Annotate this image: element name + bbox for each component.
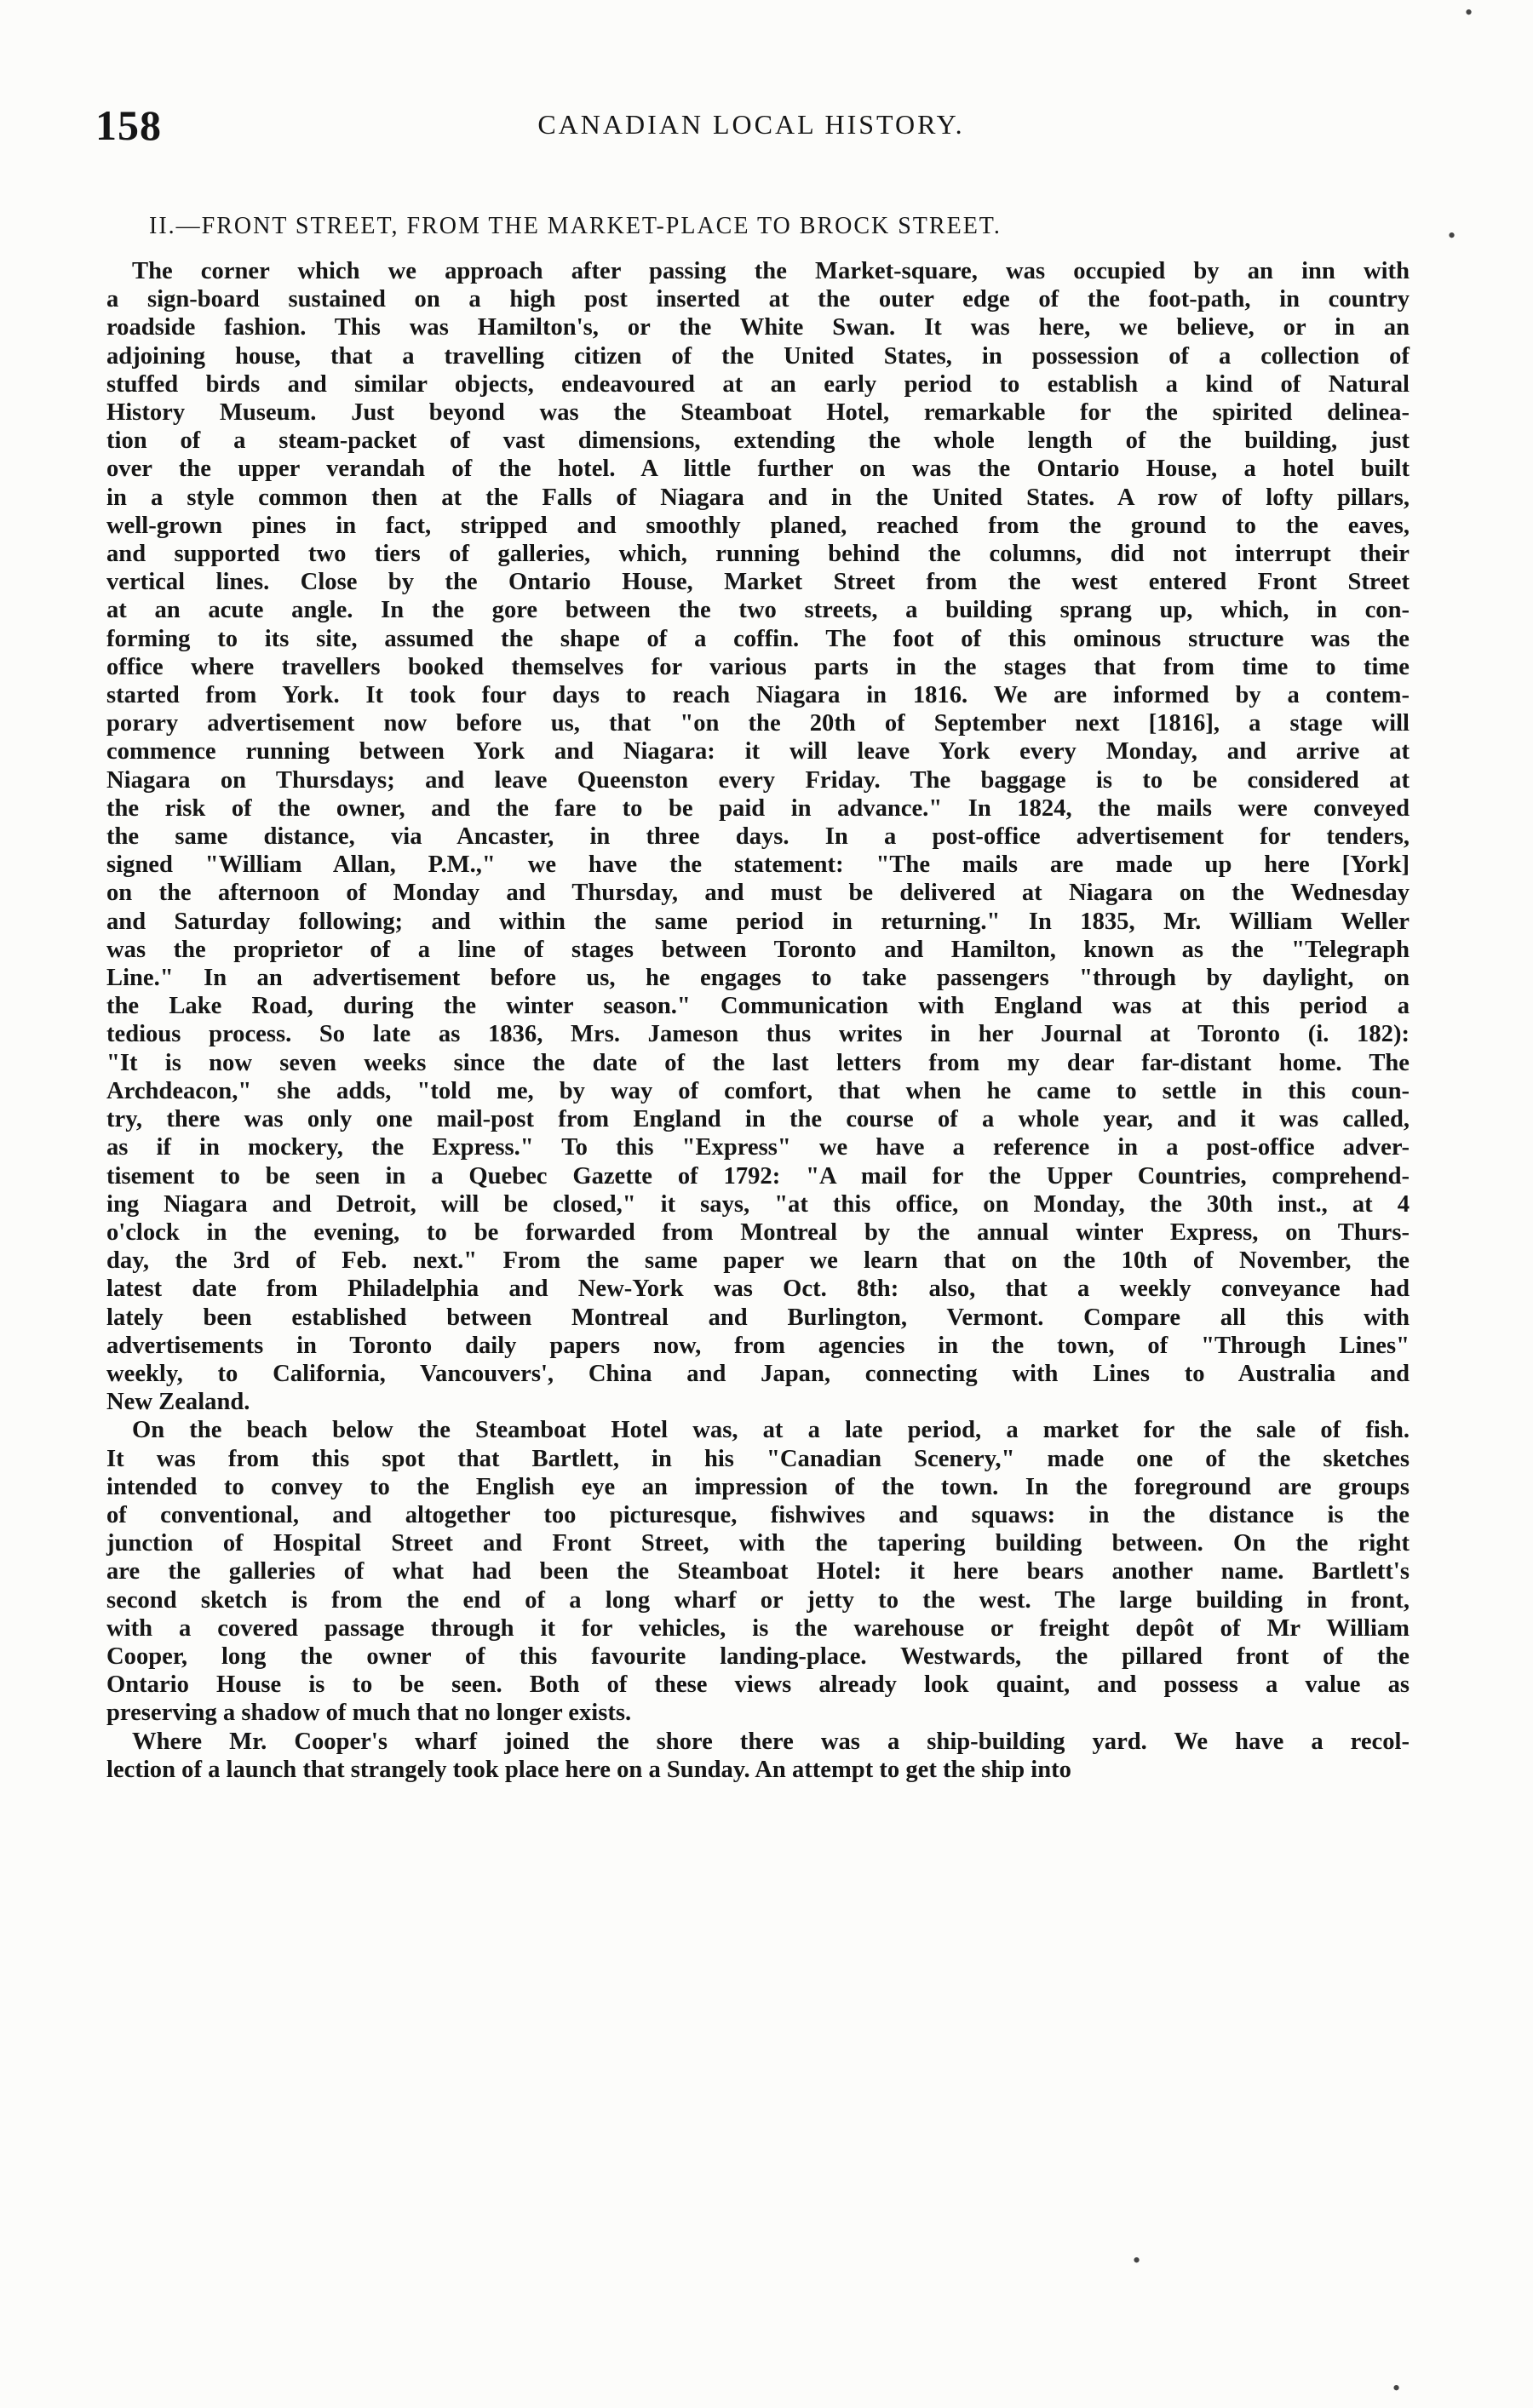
text-line: "It is now seven weeks since the date of the last letters from my dear far-distant home. The bbox=[106, 1049, 1410, 1076]
text-line: tedious process. So late as 1836, Mrs. Jameson thus writes in her Journal at Toronto (i. 182): bbox=[106, 1021, 1410, 1048]
text-line: tisement to be seen in a Quebec Gazette of 1792: "A mail for the Upper Countries, comprehend- bbox=[106, 1162, 1410, 1190]
text-line: junction of Hospital Street and Front Street, with the tapering building between. On the right bbox=[106, 1530, 1410, 1557]
text-line: was the proprietor of a line of stages between Toronto and Hamilton, known as the "Telegraph bbox=[106, 936, 1410, 963]
text-line: adjoining house, that a travelling citizen of the United States, in possession of a collection of bbox=[106, 342, 1410, 370]
text-line: lately been established between Montreal and Burlington, Vermont. Compare all this with bbox=[106, 1304, 1410, 1331]
text-line: signed "William Allan, P.M.," we have the statement: "The mails are made up here [York] bbox=[106, 851, 1410, 879]
running-title: CANADIAN LOCAL HISTORY. bbox=[537, 109, 965, 140]
text-line: Line." In an advertisement before us, he engages to take passengers "through by daylight, on bbox=[106, 965, 1410, 992]
text-line: as if in mockery, the Express." To this "Express" we have a reference in a post-office adver- bbox=[106, 1134, 1410, 1161]
text-line: o'clock in the evening, to be forwarded from Montreal by the annual winter Express, on Thurs- bbox=[106, 1218, 1410, 1246]
text-line: Archdeacon," she adds, "told me, by way of comfort, that when he came to settle in this coun- bbox=[106, 1077, 1410, 1104]
text-line: tion of a steam-packet of vast dimensions, extending the whole length of the building, just bbox=[106, 427, 1410, 455]
text-line: of conventional, and altogether too picturesque, fishwives and squaws: in the distance is the bbox=[106, 1501, 1410, 1528]
text-line: commence running between York and Niagara: it will leave York every Monday, and arrive at bbox=[106, 738, 1410, 765]
text-line: with a covered passage through it for vehicles, is the warehouse or freight depôt of Mr William bbox=[106, 1614, 1410, 1642]
text-line: well-grown pines in fact, stripped and smoothly planed, reached from the ground to the eaves, bbox=[106, 512, 1410, 539]
text-line: on the afternoon of Monday and Thursday, and must be delivered at Niagara on the Wednesday bbox=[106, 880, 1410, 907]
text-line: Where Mr. Cooper's wharf joined the shore there was a ship-building yard. We have a recol- bbox=[132, 1728, 1410, 1755]
text-line: second sketch is from the end of a long wharf or jetty to the west. The large building in front, bbox=[106, 1586, 1410, 1614]
stray-mark: • bbox=[1392, 2376, 1401, 2400]
text-line: are the galleries of what had been the Steamboat Hotel: it here bears another name. Bartlett's bbox=[106, 1558, 1410, 1585]
text-line: and Saturday following; and within the same period in returning." In 1835, Mr. William Weller bbox=[106, 908, 1410, 935]
text-line: and supported two tiers of galleries, which, running behind the columns, did not interrupt their bbox=[106, 541, 1410, 568]
stray-mark: • bbox=[1133, 2248, 1141, 2273]
text-line: office where travellers booked themselves for various parts in the stages that from time to time bbox=[106, 653, 1410, 680]
text-line: forming to its site, assumed the shape of a coffin. The foot of this ominous structure was the bbox=[106, 625, 1410, 652]
text-line: the risk of the owner, and the fare to be paid in advance." In 1824, the mails were conveyed bbox=[106, 794, 1410, 822]
text-line: over the upper verandah of the hotel. A little further on was the Ontario House, a hotel built bbox=[106, 456, 1410, 483]
page-number: 158 bbox=[95, 101, 162, 149]
text-line: lection of a launch that strangely took place here on a Sunday. An attempt to get the ship into bbox=[106, 1756, 1071, 1783]
text-line: the same distance, via Ancaster, in three days. In a post-office advertisement for tenders, bbox=[106, 823, 1410, 851]
text-line: try, there was only one mail-post from England in the course of a whole year, and it was called, bbox=[106, 1106, 1410, 1133]
text-line: roadside fashion. This was Hamilton's, or the White Swan. It was here, we believe, or in an bbox=[106, 314, 1410, 341]
stray-mark: • bbox=[1448, 223, 1456, 248]
text-line: ing Niagara and Detroit, will be closed," it says, "at this office, on Monday, the 30th inst., at 4 bbox=[106, 1190, 1410, 1218]
text-line: started from York. It took four days to reach Niagara in 1816. We are informed by a contem- bbox=[106, 682, 1410, 709]
text-line: porary advertisement now before us, that "on the 20th of September next [1816], a stage will bbox=[106, 710, 1410, 737]
text-line: a sign-board sustained on a high post inserted at the outer edge of the foot-path, in country bbox=[106, 286, 1410, 313]
text-line: advertisements in Toronto daily papers now, from agencies in the town, of "Through Lines" bbox=[106, 1332, 1410, 1359]
page-header bbox=[95, 100, 1407, 152]
text-line: History Museum. Just beyond was the Steamboat Hotel, remarkable for the spirited delinea- bbox=[106, 399, 1410, 427]
text-line: It was from this spot that Bartlett, in his "Canadian Scenery," made one of the sketches bbox=[106, 1445, 1410, 1472]
text-line: Ontario House is to be seen. Both of these views already look quaint, and possess a value as bbox=[106, 1671, 1410, 1699]
text-line: latest date from Philadelphia and New-York was Oct. 8th: also, that a weekly conveyance had bbox=[106, 1276, 1410, 1303]
text-line: preserving a shadow of much that no longer exists. bbox=[106, 1700, 632, 1727]
text-line: intended to convey to the English eye an impression of the town. In the foreground are groups bbox=[106, 1473, 1410, 1500]
text-line: at an acute angle. In the gore between the two streets, a building sprang up, which, in con- bbox=[106, 597, 1410, 624]
text-line: stuffed birds and similar objects, endeavoured at an early period to establish a kind of Natural bbox=[106, 370, 1410, 398]
text-line: vertical lines. Close by the Ontario House, Market Street from the west entered Front Street bbox=[106, 569, 1410, 596]
paragraph bbox=[106, 1728, 1410, 1784]
text-line: day, the 3rd of Feb. next." From the same paper we learn that on the 10th of November, the bbox=[106, 1247, 1410, 1275]
stray-mark: • bbox=[1465, 0, 1473, 25]
text-line: Cooper, long the owner of this favourite landing-place. Westwards, the pillared front of the bbox=[106, 1643, 1410, 1670]
text-line: in a style common then at the Falls of Niagara and in the United States. A row of lofty pillars, bbox=[106, 484, 1410, 511]
section-heading: II.—FRONT STREET, FROM THE MARKET-PLACE TO BROCK STREET. bbox=[149, 213, 1002, 239]
paragraph bbox=[106, 257, 1410, 1416]
text-line: Niagara on Thursdays; and leave Queenston every Friday. The baggage is to be considered at bbox=[106, 766, 1410, 794]
body-text bbox=[106, 257, 1410, 1784]
text-line: weekly, to California, Vancouvers', China and Japan, connecting with Lines to Australia and bbox=[106, 1360, 1410, 1387]
text-line: the Lake Road, during the winter season." Communication with England was at this period a bbox=[106, 993, 1410, 1020]
paragraph bbox=[106, 1416, 1410, 1727]
text-line: New Zealand. bbox=[106, 1389, 250, 1416]
text-line: On the beach below the Steamboat Hotel was, at a late period, a market for the sale of fish. bbox=[132, 1417, 1410, 1444]
text-line: The corner which we approach after passing the Market-square, was occupied by an inn with bbox=[132, 258, 1410, 284]
